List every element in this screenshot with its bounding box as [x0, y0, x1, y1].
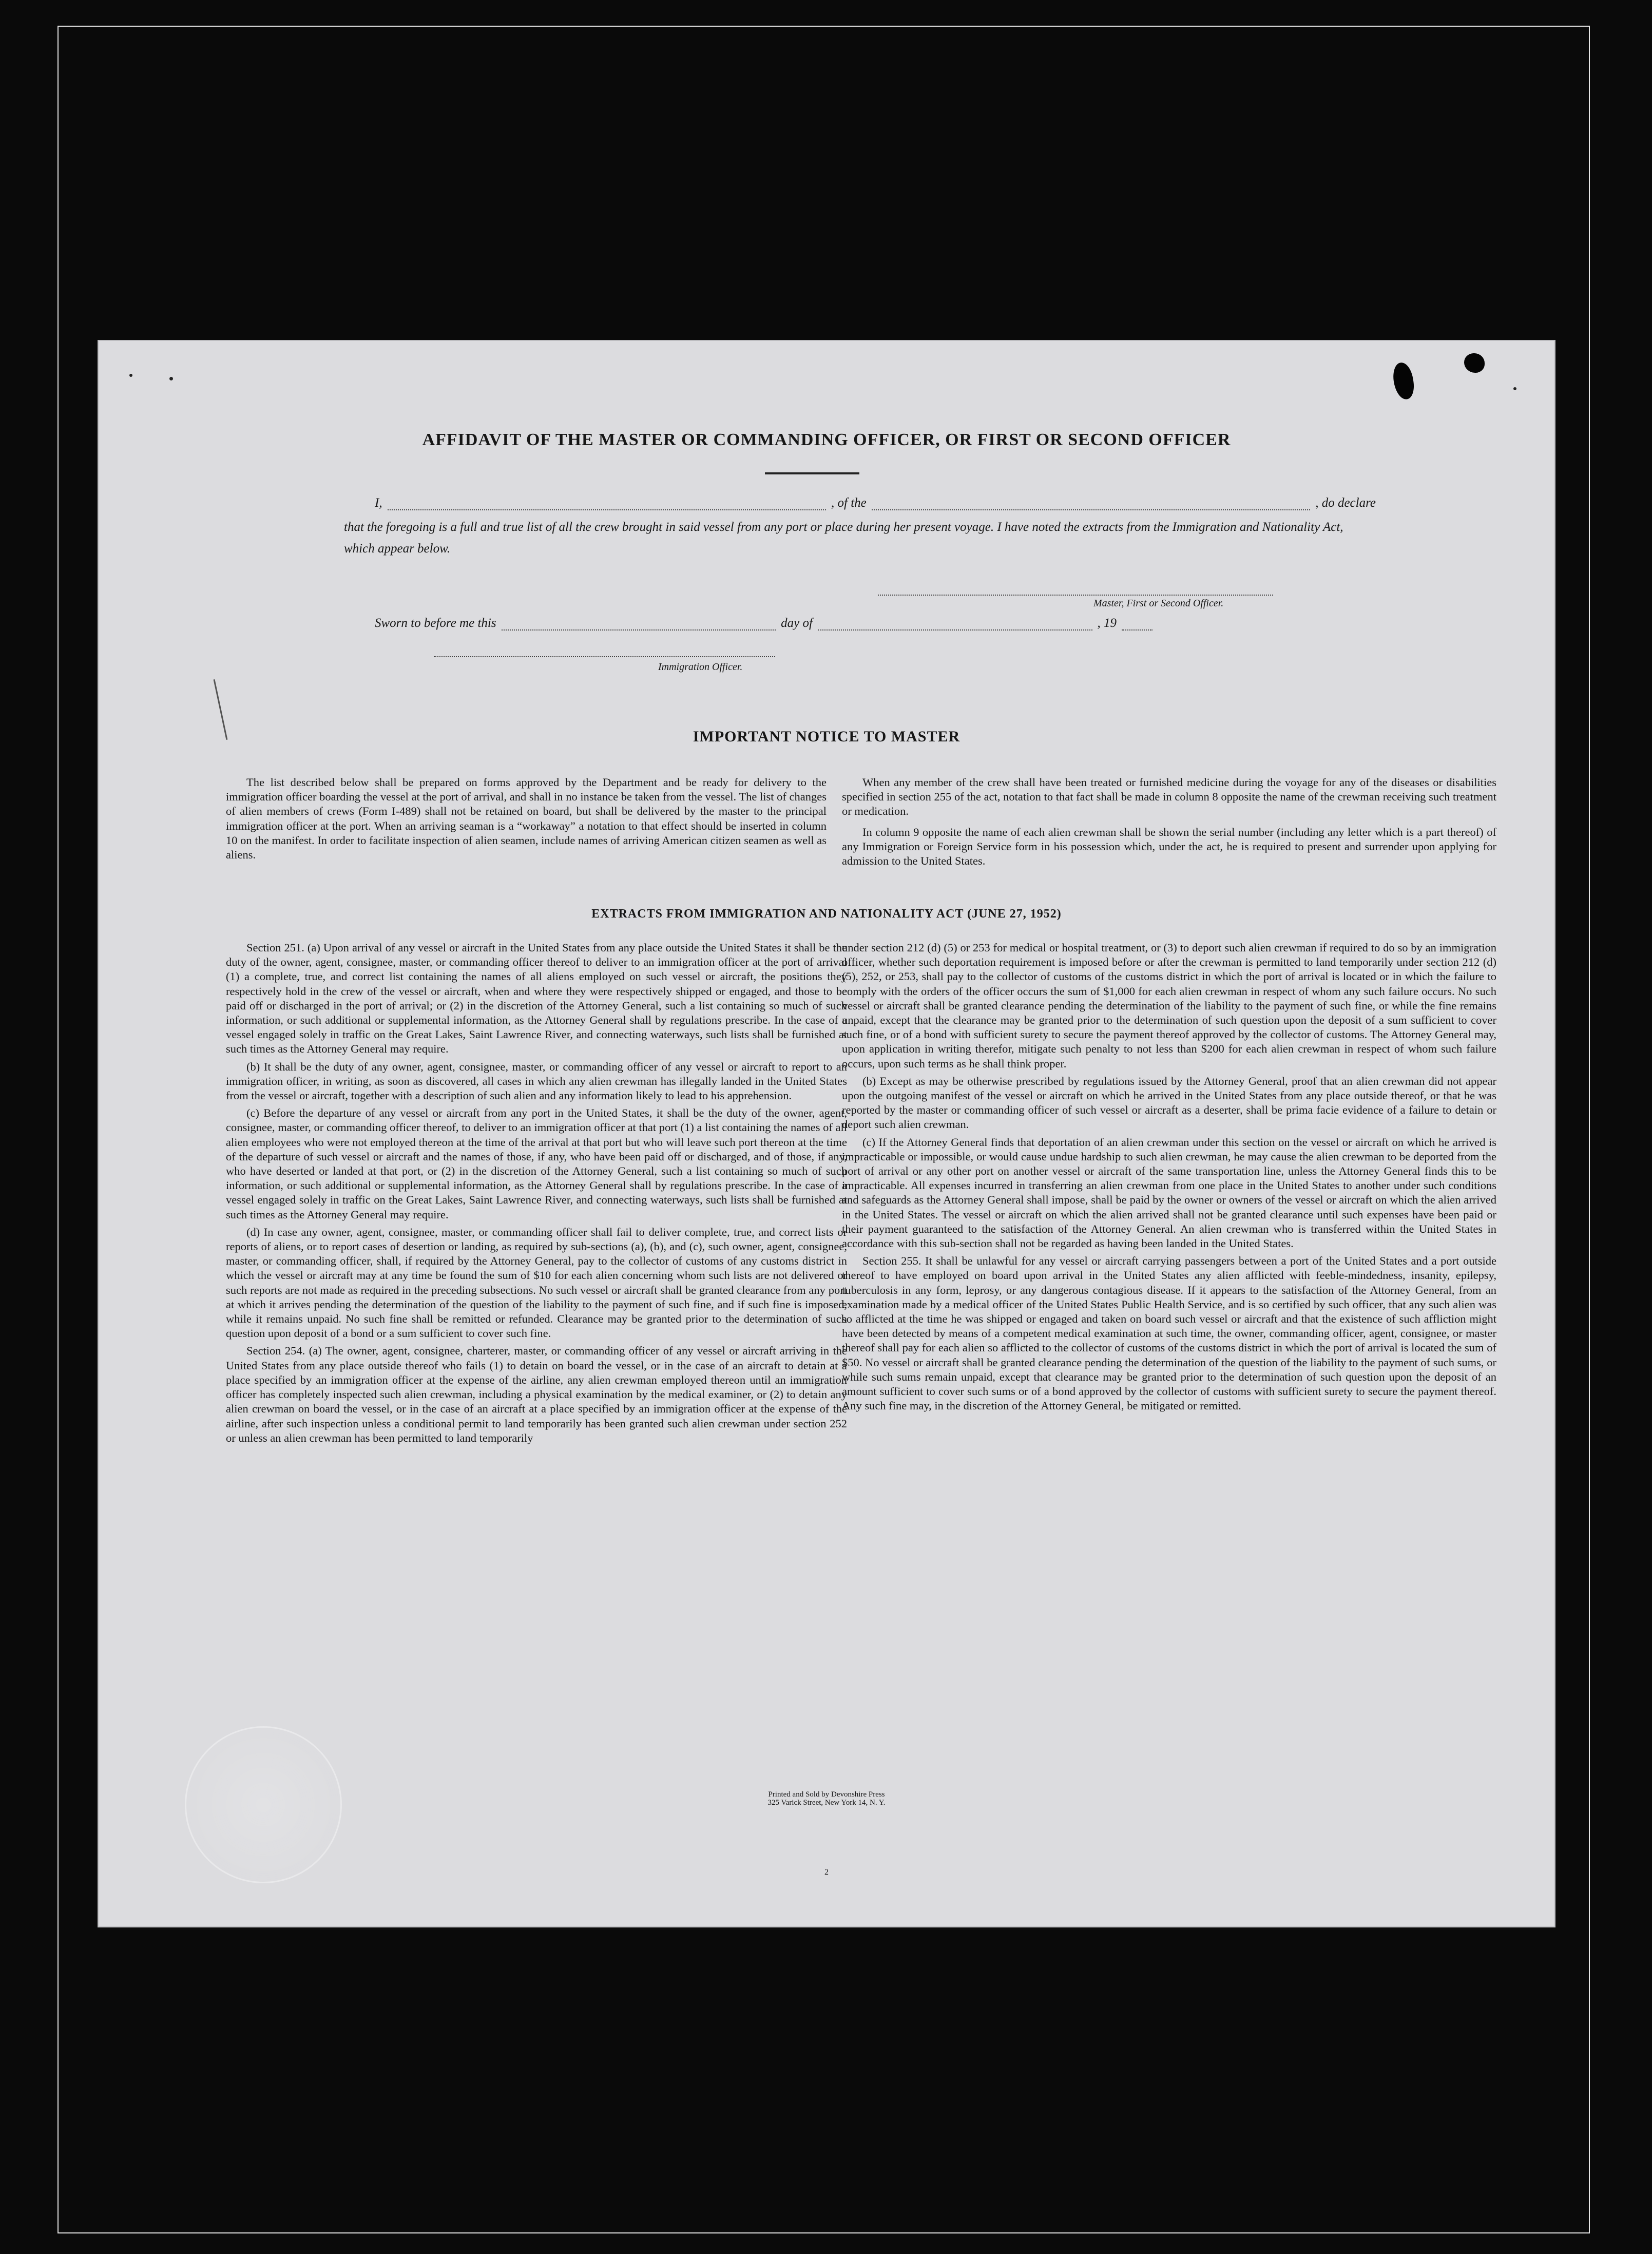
extracts-right-column: [842, 941, 1496, 1413]
extracts-left-column: [226, 941, 847, 1445]
name-blank-field[interactable]: [388, 499, 826, 510]
extract-paragraph: (c) Before the departure of any vessel or aircraft from any port in the United States, it shall be the duty of the owner, agent, consignee, master, or commanding officer thereof, to deliver to an immigration officer at that port (1) a list containing the names of all alien employees who were not employed thereon at the time of the arrival at that port but who will leave such port thereon at the time of the departure of such vessel or aircraft and the names of those, if any, who have been paid off or discharged, and of those, if any, who have deserted or landed at that port, or (2) in the discretion of the Attorney General, such a list containing so much of such information, or such additional or supplemental information, as the Attorney General shall by regulations prescribe. In the case of a vessel engaged solely in traffic on the Great Lakes, Saint Lawrence River, and connecting waterways, such lists shall be furnished at such times as the Attorney General may require.: [226, 1106, 847, 1221]
master-signature-line[interactable]: [878, 594, 1273, 596]
extract-paragraph: under section 212 (d) (5) or 253 for medical or hospital treatment, or (3) to deport such alien crewman if required to do so by an immigration officer, whether such deportation requirement is imposed before or after the crewman is permitted to land temporarily under section 212 (d) (5), 252, or 253, shall pay to the collector of customs of the customs district in which the port of arrival is located or in which the failure to comply with the orders of the officer occurs the sum of $1,000 for each alien crewman in respect of whom any such failure occurs. No such vessel or aircraft shall be granted clearance pending the determination of the liability to the payment of such fine, or while the fine remains unpaid, except that the clearance may be granted prior to the determination of such question upon the deposit of a sum sufficient to cover such fine, or of a bond with sufficient surety to secure the payment thereof approved by the collector of customs. The Attorney General may, upon application in writing therefor, mitigate such penalty to not less than $200 for each alien crewman in respect of whom such failure occurs, upon such terms as he shall think proper.: [842, 941, 1496, 1070]
ink-blot-mark: [1464, 353, 1485, 373]
affidavit-title: AFFIDAVIT OF THE MASTER OR COMMANDING OFFICER, OR FIRST OR SECOND OFFICER: [422, 430, 1231, 449]
extract-paragraph: Section 255. It shall be unlawful for any vessel or aircraft carrying passengers between a port of the United States and a port outside thereof to have employed on board upon arrival in the United States any alien afflicted with feeble-mindedness, insanity, epilepsy, tuberculosis in any form, leprosy, or any dangerous contagious disease. If it appears to the satisfaction of the Attorney General, from an examination made by a medical officer of the United States Public Health Service, and is so certified by such officer, that any such alien was so afflicted at the time he was shipped or engaged and taken on board such vessel or aircraft and that the existence of such affliction might have been detected by means of a competent medical examination at such time, the owner, commanding officer, agent, consignee, or master thereof shall pay for each alien so afflicted to the collector of customs of the customs district in which the port of arrival is located the sum of $50. No vessel or aircraft shall be granted clearance pending the determination of the question of the liability to the payment of such sums, or while such sums remain unpaid, except that clearance may be granted prior to the determination of such question upon the deposit of an amount sufficient to cover such sums or of a bond approved by the collector of customs with sufficient surety to secure the payment thereof. Any such fine may, in the discretion of the Attorney General, be mitigated or remitted.: [842, 1254, 1496, 1412]
declaration-i-label: I,: [375, 496, 382, 510]
document-page: [98, 340, 1555, 1927]
page-number: 2: [824, 1868, 829, 1877]
extracts-title: EXTRACTS FROM IMMIGRATION AND NATIONALITY ACT (JUNE 27, 1952): [591, 907, 1062, 921]
attestation-text: that the foregoing is a full and true list of all the crew brought in said vessel from any port or place during her present voyage. I have noted the extracts from the Immigration and Nationality Act, which appear below.: [344, 520, 1343, 556]
sworn-day-of-label: day of: [781, 616, 813, 630]
sworn-day-field[interactable]: [502, 619, 776, 631]
officer-signature-line[interactable]: [434, 655, 775, 657]
sworn-month-field[interactable]: [818, 619, 1092, 631]
printer-address: 325 Varick Street, New York 14, N. Y.: [767, 1799, 886, 1807]
declaration-of-label: , of the: [831, 496, 867, 510]
sworn-prefix: Sworn to before me this: [375, 616, 496, 630]
extract-paragraph: (d) In case any owner, agent, consignee, master, or commanding officer shall fail to deliver complete, true, and correct lists or reports of aliens, or to report cases of desertion or landing, as required by sub-sections (a), (b), and (c), such owner, agent, consignee, master, or commanding officer, shall, if required by the Attorney General, pay to the collector of customs of any customs district in which the vessel or aircraft may at any time be found the sum of $10 for each alien concerning whom such lists are not delivered or such reports are not made as required in the preceding subsections. No such vessel or aircraft shall be granted clearance from any port at which it arrives pending the determination of the question of the liability to the payment of such fine, and if such fine is imposed, while it remains unpaid. No such fine shall be remitted or refunded. Clearance may be granted prior to the determination of such question upon deposit of a bond or a sum sufficient to cover such fine.: [226, 1225, 847, 1340]
vessel-blank-field[interactable]: [872, 499, 1310, 510]
declaration-declare-label: , do declare: [1315, 496, 1376, 510]
notice-left-column: [226, 775, 827, 862]
extract-paragraph: (c) If the Attorney General finds that deportation of an alien crewman under this section on the vessel or aircraft on which he arrived is impracticable or impossible, or would cause undue hardship to such alien crewman, he may cause the alien crewman to be deported from the port of arrival or any other port on another vessel or aircraft of the same transportation line, unless the Attorney General finds this to be impracticable. All expenses incurred in transferring an alien crewman from one place in the United States to another under such conditions and safeguards as the Attorney General shall impose, shall be paid by the owner or owners of the vessel or aircraft on which the alien arrived in the United States. The vessel or aircraft on which the alien arrived shall not be granted clearance until such expenses have been paid or their payment guaranteed to the satisfaction of the Attorney General. An alien crewman who is transferred within the United States in accordance with this sub-section shall not be regarded as having been landed in the United States.: [842, 1135, 1496, 1250]
notice-right-column: [842, 775, 1496, 868]
scan-speck: [1513, 387, 1516, 390]
master-signature-label: Master, First or Second Officer.: [1093, 598, 1224, 609]
sworn-year-field[interactable]: [1122, 619, 1152, 631]
notice-right-paragraph: When any member of the crew shall have been treated or furnished medicine during the voyage for any of the diseases or disabilities specified in section 255 of the act, notation to that fact shall be made in column 8 opposite the name of the crewman receiving such treatment or medication.: [842, 776, 1496, 818]
printer-imprint: [98, 1790, 1555, 1807]
scan-speck: [129, 374, 132, 377]
declaration-line: [375, 493, 1376, 510]
extract-paragraph: (b) Except as may be otherwise prescribed by regulations issued by the Attorney General, proof that an alien crewman did not appear upon the outgoing manifest of the vessel or aircraft on which he arrived in the United States from any place outside thereof, or that he was reported by the master or commanding officer of such vessel or aircraft as a deserter, shall be prima facie evidence of a failure to detain or deport such alien crewman.: [842, 1074, 1496, 1131]
notice-right-paragraph: In column 9 opposite the name of each alien crewman shall be shown the serial number (including any letter which is a part thereof) of any Immigration or Foreign Service form in his possession which, under the act, he is required to present and surrender upon applying for admission to the United States.: [842, 825, 1496, 868]
extract-paragraph: Section 251. (a) Upon arrival of any vessel or aircraft in the United States from any place outside the United States it shall be the duty of the owner, agent, consignee, master, or commanding officer thereof to deliver to an immigration officer at the port of arrival (1) a complete, true, and correct list containing the names of all aliens employed on such vessel or aircraft, the positions they respectively hold in the crew of the vessel or aircraft, when and where they were respectively shipped or engaged, and those to be paid off or discharged in the port of arrival; or (2) in the discretion of the Attorney General, such a list containing so much of such information, or such additional or supplemental information, as the Attorney General shall by regulations prescribe. In the case of a vessel engaged solely in traffic on the Great Lakes, Saint Lawrence River, and connecting waterways, such lists shall be furnished at such times as the Attorney General may require.: [226, 941, 847, 1056]
ink-blot-mark: [1391, 361, 1416, 401]
printer-line: Printed and Sold by Devonshire Press: [768, 1790, 885, 1799]
sworn-line: [375, 613, 1158, 631]
scan-speck: [169, 377, 173, 380]
officer-signature-label: Immigration Officer.: [658, 661, 743, 673]
title-divider: [765, 472, 859, 474]
notice-title: IMPORTANT NOTICE TO MASTER: [693, 728, 961, 745]
sworn-year-label: , 19: [1097, 616, 1117, 630]
extract-paragraph: (b) It shall be the duty of any owner, agent, consignee, master, or commanding officer of any vessel or aircraft to report to an immigration officer, in writing, as soon as discovered, all cases in which any alien crewman has illegally landed in the United States from the vessel or aircraft, together with a description of such alien and any information likely to lead to his apprehension.: [226, 1060, 847, 1102]
extract-paragraph: Section 254. (a) The owner, agent, consignee, charterer, master, or commanding officer of any vessel or aircraft arriving in the United States from any place outside thereof who fails (1) to detain on board the vessel, or in the case of an aircraft to detain at a place specified by an immigration officer at the expense of the airline, any alien crewman employed thereon until an immigration officer has completely inspected such alien crewman, including a physical examination by the medical examiner, or (2) to detain any alien crewman on board the vessel, or in the case of an aircraft at a place specified by an immigration officer at the expense of the airline, after such inspection unless a conditional permit to land temporarily has been granted such alien crewman under section 252 or unless an alien crewman has been permitted to land temporarily: [226, 1344, 847, 1444]
notice-left-paragraph: The list described below shall be prepared on forms approved by the Department and be ready for delivery to the immigration officer boarding the vessel at the port of arrival, and shall in no instance be taken from the vessel. The list of changes of alien members of crews (Form I-489) shall not be retained on board, but shall be delivered by the master to the principal immigration officer at the port. When an arriving seaman is a “workaway” a notation to that effect should be inserted in column 10 on the manifest. In order to facilitate inspection of alien seamen, include names of arriving American citizen seamen as well as aliens.: [226, 776, 827, 862]
